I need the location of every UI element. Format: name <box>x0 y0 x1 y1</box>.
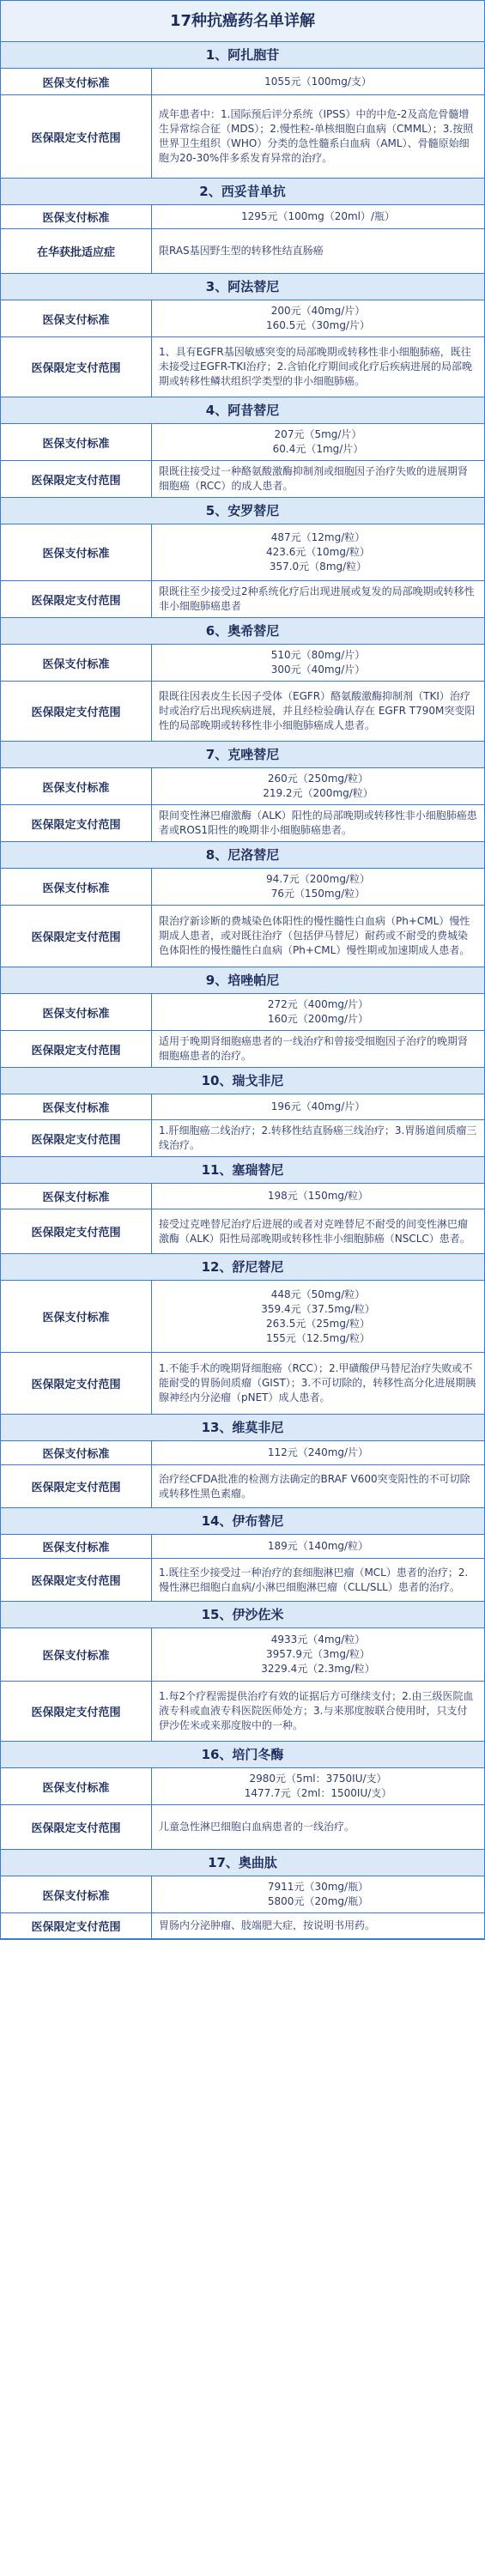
payment-scope-row <box>1 805 484 842</box>
payment-scope-row <box>1 1031 484 1068</box>
drug-section-header: 13、维莫非尼 <box>1 1415 484 1441</box>
price-line: 357.0元（8mg/粒） <box>269 561 367 573</box>
payment-standard-value <box>152 524 484 580</box>
payment-scope-row <box>1 1120 484 1157</box>
price-line: 196元（40mg/片） <box>270 1100 366 1112</box>
payment-scope-value: 限RAS基因野生型的转移性结直肠癌 <box>159 245 324 257</box>
payment-standard-row <box>1 768 484 805</box>
payment-standard-row <box>1 300 484 337</box>
payment-standard-row <box>1 1768 484 1805</box>
payment-standard-label: 医保支付标准 <box>1 1876 152 1912</box>
payment-standard-value <box>152 1094 484 1119</box>
payment-standard-label: 医保支付标准 <box>1 300 152 336</box>
payment-scope-value: 限既往接受过一种酪氨酸激酶抑制剂或细胞因子治疗失败的进展期肾细胞癌（RCC）的成人患者。 <box>159 465 469 492</box>
price-line: 94.7元（200mg/粒） <box>266 873 370 885</box>
payment-standard-value <box>152 424 484 460</box>
payment-scope-value: 限既往因表皮生长因子受体（EGFR）酪氨酸激酶抑制剂（TKI）治疗时或治疗后出现疾病进展，并且经检验确认存在 EGFR T790M突变阳性的局部晚期或转移性非小细胞肺癌成人患者。 <box>159 690 476 731</box>
price-line: 76元（150mg/粒） <box>270 888 366 900</box>
payment-standard-label: 医保支付标准 <box>1 1768 152 1804</box>
price-line: 1295元（100mg（20ml）/瓶） <box>240 210 396 222</box>
price-line: 260元（250mg/粒） <box>267 773 369 785</box>
drug-section-header: 8、尼洛替尼 <box>1 842 484 869</box>
payment-scope-label: 医保限定支付范围 <box>1 1120 152 1156</box>
payment-scope-value: 1、具有EGFR基因敏感突变的局部晚期或转移性非小细胞肺癌，既往未接受过EGFR-TKI治疗；2.含铂化疗期间或化疗后疾病进展的局部晚期或转移性鳞状组织学类型的非小细胞肺癌。 <box>159 346 473 387</box>
payment-scope-label: 医保限定支付范围 <box>1 1353 152 1414</box>
payment-scope-row <box>1 461 484 498</box>
payment-standard-row <box>1 69 484 95</box>
drug-section-header: 4、阿昔替尼 <box>1 397 484 424</box>
payment-standard-value <box>152 869 484 905</box>
payment-scope-value: 治疗经CFDA批准的检测方法确定的BRAF V600突变阳性的不可切除或转移性黑色素瘤。 <box>159 1472 470 1500</box>
payment-standard-row <box>1 205 484 229</box>
payment-scope-label: 医保限定支付范围 <box>1 1805 152 1849</box>
payment-standard-label: 医保支付标准 <box>1 768 152 804</box>
payment-scope-value: 1.不能手术的晚期肾细胞癌（RCC）；2.甲磺酸伊马替尼治疗失败或不能耐受的胃肠间质瘤（GIST）；3.不可切除的，转移性高分化进展期胰腺神经内分泌瘤（pNET）成人患者。 <box>159 1362 476 1403</box>
payment-standard-label: 医保支付标准 <box>1 1094 152 1119</box>
payment-scope-row <box>1 906 484 967</box>
price-line: 7911元（30mg/瓶） <box>267 1881 369 1893</box>
price-line: 1477.7元（2ml：1500IU/支） <box>244 1787 392 1799</box>
drug-section-header: 17、奥曲肽 <box>1 1850 484 1876</box>
price-line: 5800元（20mg/瓶） <box>267 1895 369 1907</box>
price-line: 2980元（5ml：3750IU/支） <box>249 1773 387 1785</box>
price-line: 1055元（100mg/支） <box>264 75 372 88</box>
price-line: 3229.4元（2.3mg/粒） <box>261 1663 375 1675</box>
drug-section-header: 11、塞瑞替尼 <box>1 1157 484 1184</box>
payment-standard-value <box>152 1876 484 1912</box>
payment-scope-row <box>1 1805 484 1850</box>
payment-scope-row <box>1 1353 484 1415</box>
payment-scope-value: 1.肝细胞癌二线治疗；2.转移性结直肠癌三线治疗；3.胃肠道间质瘤三线治疗。 <box>159 1124 477 1151</box>
payment-scope-row <box>1 1682 484 1742</box>
payment-standard-value <box>152 645 484 681</box>
payment-standard-value <box>152 1768 484 1804</box>
payment-standard-label: 医保支付标准 <box>1 205 152 228</box>
price-line: 200元（40mg/片） <box>270 305 366 317</box>
price-line: 155元（12.5mg/粒） <box>266 1331 370 1344</box>
page-title: 17种抗癌药名单详解 <box>1 1 484 42</box>
payment-standard-value <box>152 768 484 804</box>
payment-scope-row <box>1 1209 484 1254</box>
payment-standard-row <box>1 645 484 682</box>
price-line: 510元（80mg/片） <box>270 649 366 661</box>
payment-standard-label: 医保支付标准 <box>1 1281 152 1352</box>
payment-scope-value: 胃肠内分泌肿瘤、肢端肥大症，按说明书用药。 <box>159 1919 376 1931</box>
payment-scope-row <box>1 337 484 397</box>
payment-standard-value <box>152 994 484 1030</box>
payment-standard-row <box>1 1441 484 1465</box>
payment-scope-row <box>1 1465 484 1508</box>
drug-section-header: 7、克唑替尼 <box>1 742 484 768</box>
payment-standard-label: 医保支付标准 <box>1 1441 152 1464</box>
drug-section-header: 5、安罗替尼 <box>1 498 484 524</box>
payment-scope-label: 医保限定支付范围 <box>1 1031 152 1067</box>
payment-standard-value <box>152 1628 484 1681</box>
payment-standard-label: 医保支付标准 <box>1 524 152 580</box>
payment-standard-label: 医保支付标准 <box>1 869 152 905</box>
payment-standard-row <box>1 524 484 581</box>
price-line: 207元（5mg/片） <box>274 428 362 440</box>
payment-standard-row <box>1 1876 484 1913</box>
payment-scope-value: 1.既往至少接受过一种治疗的套细胞淋巴瘤（MCL）患者的治疗；2.慢性淋巴细胞白血病/小淋巴细胞淋巴瘤（CLL/SLL）患者的治疗。 <box>159 1566 469 1593</box>
payment-standard-label: 医保支付标准 <box>1 1184 152 1209</box>
payment-standard-value <box>152 1441 484 1464</box>
payment-standard-label: 医保支付标准 <box>1 69 152 94</box>
price-line: 423.6元（10mg/粒） <box>266 546 370 558</box>
payment-standard-label: 医保支付标准 <box>1 1628 152 1681</box>
drug-section-header: 12、舒尼替尼 <box>1 1254 484 1281</box>
payment-scope-label: 医保限定支付范围 <box>1 337 152 397</box>
drug-section-header: 15、伊沙佐米 <box>1 1602 484 1628</box>
payment-scope-label: 医保限定支付范围 <box>1 95 152 178</box>
drug-list <box>1 42 484 1939</box>
price-line: 487元（12mg/粒） <box>270 531 366 543</box>
payment-scope-row <box>1 1913 484 1939</box>
payment-scope-label: 医保限定支付范围 <box>1 1559 152 1601</box>
drug-section-header: 1、阿扎胞苷 <box>1 42 484 69</box>
payment-scope-row <box>1 1559 484 1602</box>
price-line: 219.2元（200mg/粒） <box>263 787 373 799</box>
payment-standard-row <box>1 994 484 1031</box>
payment-scope-value: 适用于晚期肾细胞癌患者的一线治疗和曾接受细胞因子治疗的晚期肾细胞癌患者的治疗。 <box>159 1035 469 1062</box>
payment-scope-row <box>1 95 484 179</box>
price-line: 3957.9元（3mg/粒） <box>266 1648 370 1660</box>
payment-scope-label: 医保限定支付范围 <box>1 805 152 841</box>
payment-scope-label: 医保限定支付范围 <box>1 1682 152 1741</box>
price-line: 448元（50mg/粒） <box>270 1288 366 1300</box>
drug-section-header: 16、培门冬酶 <box>1 1742 484 1768</box>
payment-scope-label: 医保限定支付范围 <box>1 1913 152 1938</box>
price-line: 112元（240mg/片） <box>267 1446 369 1458</box>
payment-scope-value: 成年患者中：1.国际预后评分系统（IPSS）中的中危-2及高危骨髓增生异常综合征（MDS）；2.慢性粒-单核细胞白血病（CMML）；3.按照世界卫生组织（WHO）分类的急性髓系白血病（AML）、骨髓原始细胞为20-30%伴多系发育异常的治疗。 <box>159 108 474 164</box>
payment-scope-label: 医保限定支付范围 <box>1 906 152 967</box>
price-line: 60.4元（1mg/片） <box>272 443 364 455</box>
payment-scope-row <box>1 581 484 618</box>
payment-scope-label: 医保限定支付范围 <box>1 461 152 497</box>
price-line: 359.4元（37.5mg/粒） <box>261 1302 375 1315</box>
drug-section-header: 14、伊布替尼 <box>1 1508 484 1535</box>
drug-section-header: 10、瑞戈非尼 <box>1 1068 484 1094</box>
payment-scope-value: 儿童急性淋巴细胞白血病患者的一线治疗。 <box>159 1821 355 1833</box>
payment-standard-row <box>1 1628 484 1682</box>
payment-scope-label: 医保限定支付范围 <box>1 1209 152 1253</box>
price-line: 160.5元（30mg/片） <box>266 319 370 331</box>
price-line: 160元（200mg/片） <box>267 1013 369 1025</box>
payment-standard-label: 医保支付标准 <box>1 424 152 460</box>
payment-scope-row <box>1 682 484 742</box>
price-line: 189元（140mg/粒） <box>267 1540 369 1552</box>
payment-standard-label: 医保支付标准 <box>1 1535 152 1558</box>
payment-standard-row <box>1 1535 484 1559</box>
payment-standard-value <box>152 300 484 336</box>
price-line: 300元（40mg/片） <box>270 664 366 676</box>
payment-standard-row <box>1 1094 484 1120</box>
payment-standard-row <box>1 1184 484 1209</box>
drug-section-header: 2、西妥昔单抗 <box>1 179 484 205</box>
payment-scope-value: 接受过克唑替尼治疗后进展的或者对克唑替尼不耐受的间变性淋巴瘤激酶（ALK）阳性局部晚期或转移性非小细胞肺癌（NSCLC）患者。 <box>159 1217 470 1245</box>
payment-standard-value <box>152 1281 484 1352</box>
payment-standard-value <box>152 69 484 94</box>
payment-scope-value: 1.每2个疗程需提供治疗有效的证据后方可继续支付；2.由三级医院血液专科或血液专科医院医师处方；3.与来那度胺联合使用时，只支付伊沙佐米或来那度胺中的一种。 <box>159 1690 474 1731</box>
payment-standard-value <box>152 1535 484 1558</box>
drug-section-header: 3、阿法替尼 <box>1 274 484 300</box>
payment-standard-value <box>152 1184 484 1209</box>
payment-standard-row <box>1 869 484 906</box>
payment-scope-label: 医保限定支付范围 <box>1 682 152 741</box>
payment-standard-value <box>152 205 484 228</box>
payment-scope-label: 在华获批适应症 <box>1 229 152 273</box>
payment-scope-row <box>1 229 484 274</box>
price-line: 4933元（4mg/粒） <box>270 1633 366 1646</box>
payment-scope-value: 限间变性淋巴瘤激酶（ALK）阳性的局部晚期或转移性非小细胞肺癌患者或ROS1阳性的晚期非小细胞肺癌患者。 <box>159 809 477 836</box>
payment-standard-label: 医保支付标准 <box>1 994 152 1030</box>
price-line: 198元（150mg/粒） <box>267 1190 369 1202</box>
payment-standard-row <box>1 424 484 461</box>
drug-section-header: 9、培唑帕尼 <box>1 967 484 994</box>
price-line: 272元（400mg/片） <box>267 998 369 1010</box>
payment-scope-label: 医保限定支付范围 <box>1 581 152 617</box>
payment-scope-label: 医保限定支付范围 <box>1 1465 152 1507</box>
price-line: 263.5元（25mg/粒） <box>266 1317 370 1330</box>
payment-scope-value: 限治疗新诊断的费城染色体阳性的慢性髓性白血病（Ph+CML）慢性期成人患者，或对既往治疗（包括伊马替尼）耐药或不耐受的费城染色体阳性的慢性髓性白血病（Ph+CML）慢性期或加速期成人患者。 <box>159 915 470 956</box>
payment-standard-label: 医保支付标准 <box>1 645 152 681</box>
payment-standard-row <box>1 1281 484 1353</box>
payment-scope-value: 限既往至少接受过2种系统化疗后出现进展或复发的局部晚期或转移性非小细胞肺癌患者 <box>159 585 475 612</box>
drug-section-header: 6、奥希替尼 <box>1 618 484 645</box>
